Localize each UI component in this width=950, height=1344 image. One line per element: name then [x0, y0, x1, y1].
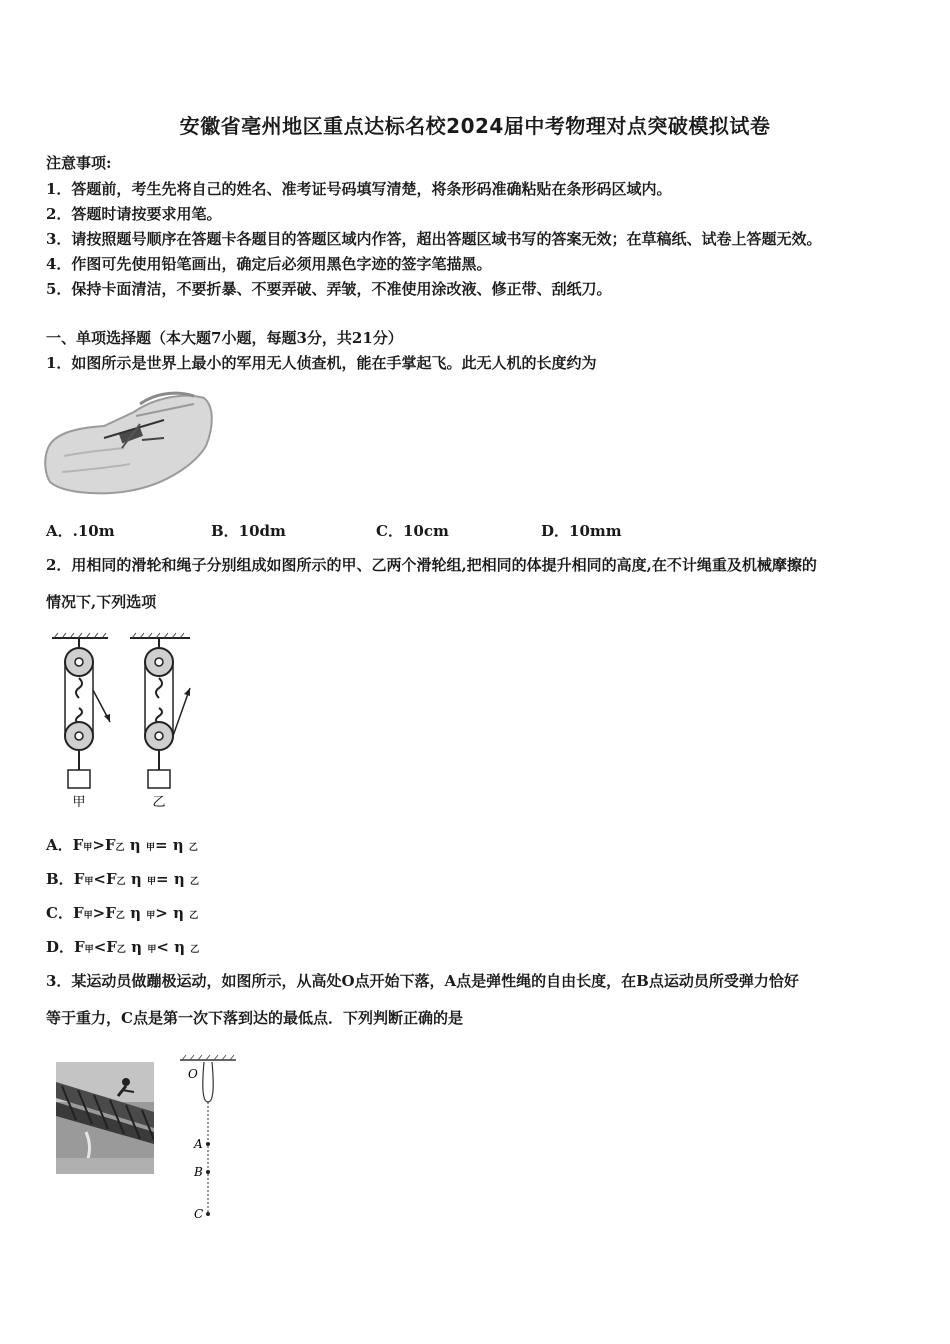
- q2-option-c[interactable]: C．F甲>F乙 η 甲> η 乙: [46, 904, 199, 922]
- pulley-system-figure: [44, 630, 204, 812]
- q2-option-d[interactable]: D．F甲<F乙 η 甲< η 乙: [46, 938, 200, 956]
- page-title: 安徽省亳州地区重点达标名校2024届中考物理对点突破模拟试卷: [179, 114, 771, 138]
- bungee-points-diagram: [178, 1054, 240, 1226]
- question-1-text: 1．如图所示是世界上最小的军用无人侦查机，能在手掌起飞。此无人机的长度约为: [46, 354, 597, 372]
- drone-on-hand-photo: [44, 386, 216, 498]
- question-2-line-2: 情况下,下列选项: [46, 593, 157, 611]
- q2-option-a[interactable]: A．F甲>F乙 η 甲= η 乙: [46, 836, 198, 854]
- q1-option-a[interactable]: A．.10m: [46, 522, 115, 540]
- pulley-label-jia: 甲: [72, 795, 86, 810]
- section-heading: 一、单项选择题（本大题7小题，每题3分，共21分）: [46, 329, 403, 347]
- notice-item-1: 1．答题前，考生先将自己的姓名、准考证号码填写清楚，将条形码准确粘贴在条形码区域内。: [46, 180, 672, 198]
- q1-option-d[interactable]: D．10mm: [541, 522, 622, 540]
- point-label-o: O: [188, 1067, 198, 1081]
- question-3-line-1: 3．某运动员做蹦极运动，如图所示，从高处O点开始下落，A点是弹性绳的自由长度，在B点运动员所受弹力恰好: [46, 972, 799, 990]
- question-2-line-1: 2．用相同的滑轮和绳子分别组成如图所示的甲、乙两个滑轮组,把相同的体提升相同的高度,在不计绳重及机械摩擦的: [46, 556, 817, 574]
- q1-option-c[interactable]: C．10cm: [376, 522, 449, 540]
- q1-option-b[interactable]: B．10dm: [211, 522, 286, 540]
- q2-option-b[interactable]: B．F甲<F乙 η 甲= η 乙: [46, 870, 199, 888]
- notice-heading: 注意事项:: [46, 154, 112, 172]
- point-label-b: B: [194, 1165, 203, 1179]
- notice-item-5: 5．保持卡面清洁，不要折暴、不要弄破、弄皱，不准使用涂改液、修正带、刮纸刀。: [46, 280, 612, 298]
- notice-item-2: 2．答题时请按要求用笔。: [46, 205, 222, 223]
- notice-item-3: 3．请按照题号顺序在答题卡各题目的答题区域内作答，超出答题区域书写的答案无效；在草稿纸、试卷上答题无效。: [46, 230, 822, 248]
- pulley-label-yi: 乙: [152, 795, 166, 810]
- notice-item-4: 4．作图可先使用铅笔画出，确定后必须用黑色字迹的签字笔描黑。: [46, 255, 492, 273]
- question-3-line-2: 等于重力，C点是第一次下落到达的最低点．下列判断正确的是: [46, 1009, 463, 1027]
- point-label-c: C: [194, 1207, 204, 1221]
- bungee-jump-photo: [56, 1062, 154, 1174]
- point-label-a: A: [194, 1137, 203, 1151]
